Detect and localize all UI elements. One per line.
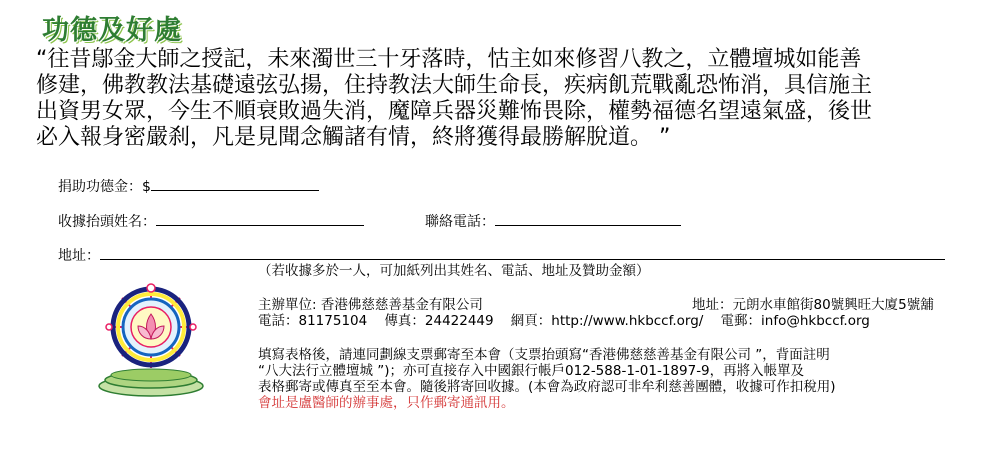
org-website-link[interactable]: 網頁：http://www.hkbccf.org/ [510, 313, 704, 329]
receipt-name-input[interactable] [156, 211, 364, 226]
receipt-name-field [58, 211, 364, 231]
donation-field [58, 176, 319, 196]
phone-label: 聯絡電話： [425, 214, 495, 230]
donation-input[interactable] [151, 176, 319, 191]
address-input[interactable] [100, 245, 945, 260]
receipt-name-label: 收據抬頭姓名： [58, 214, 156, 230]
org-email-link[interactable]: 電郵：info@hkbccf.org [720, 313, 870, 329]
quote-line: “往昔鄔金大師之授記，未來濁世三十牙落時，怙主如來修習八教之，立體壇城如能善 [36, 47, 862, 72]
quote-block [36, 47, 996, 151]
instructions-line: 填寫表格後，請連同劃線支票郵寄至本會（支票抬頭寫“香港佛慈慈善基金有限公司 ”，背面註明 [258, 347, 830, 363]
quote-line: 必入報身密嚴刹，凡是見聞念觸諸有情，終將獲得最勝解脫道。 ” [36, 125, 671, 150]
quote-line: 修建，佛教教法基礎遠弦弘揚，住持教法大師生命長，疾病飢荒戰亂恐怖消，具信施主 [36, 73, 873, 98]
page-heading: 功德及好處 [42, 15, 182, 46]
address-field [58, 245, 945, 265]
organization-logo [90, 282, 212, 398]
address-label: 地址： [58, 248, 100, 264]
office-notice: 會址是盧醫師的辦事處，只作郵寄通訊用。 [258, 395, 515, 411]
org-contact-line [258, 313, 870, 329]
donation-label: 捐助功德金：$ [58, 179, 151, 195]
instructions-line: “八大法行立體壇城 ”)；亦可直接存入中國銀行帳戶012-588-1-01-1897-9，再將入帳單及 [258, 363, 805, 379]
org-fax: 傳真：24422449 [384, 313, 494, 329]
org-phone: 電話：81175104 [258, 313, 368, 329]
quote-line: 出資男女眾，今生不順衰敗過失消，魔障兵器災難怖畏除，權勢福德名望遠氣盛，後世 [36, 99, 873, 124]
organizer-text: 主辦單位: 香港佛慈慈善基金有限公司 [258, 297, 483, 313]
phone-field [425, 211, 681, 231]
instructions-line: 表格郵寄或傳真至至本會。隨後將寄回收據。(本會為政府認可非牟利慈善團體，收據可作扣稅用) [258, 379, 836, 395]
org-address: 地址：元朗水車館街80號興旺大廈5號舖 [692, 297, 934, 313]
form-note: （若收據多於一人，可加紙列出其姓名、電話、地址及贊助金額） [258, 263, 650, 279]
phone-input[interactable] [495, 211, 681, 226]
